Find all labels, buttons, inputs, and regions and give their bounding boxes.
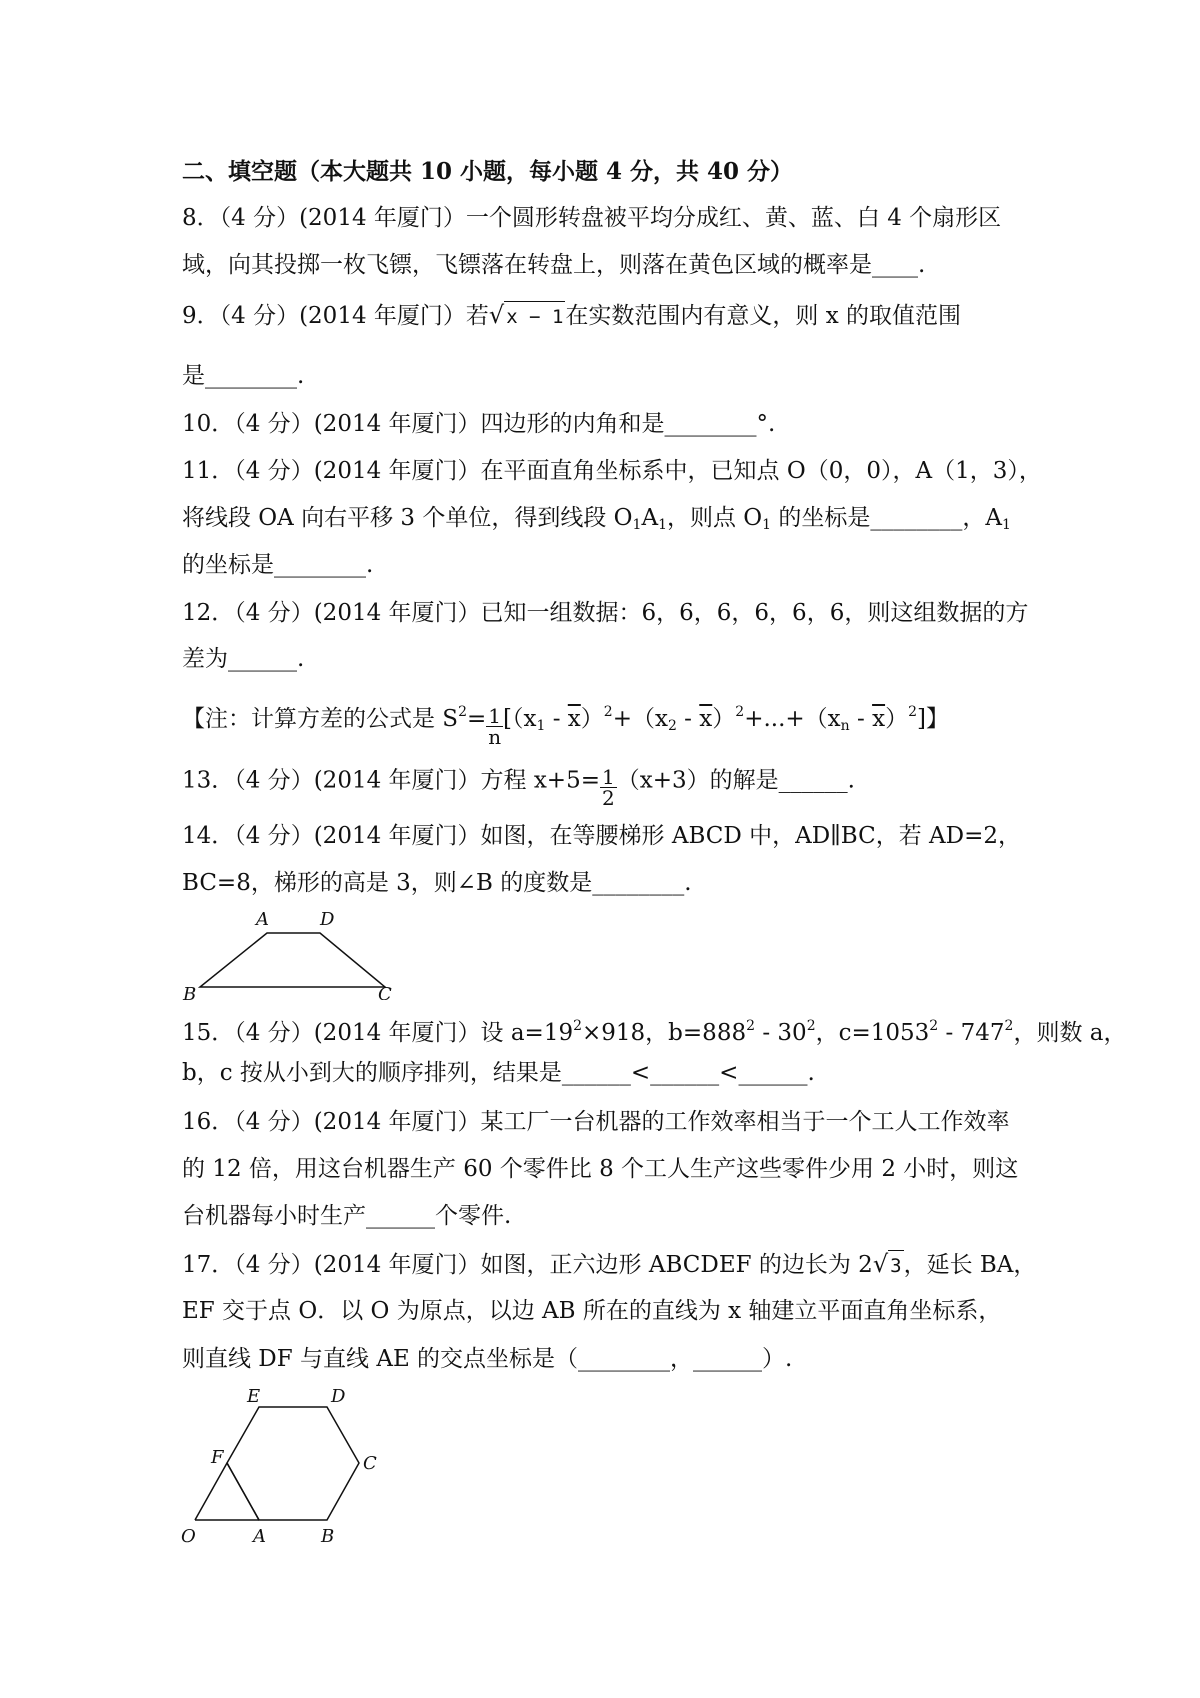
note-minus-3: - bbox=[849, 706, 873, 732]
q11-text-c: ，则点 O bbox=[666, 505, 763, 531]
note-xbar-3: $\overline{x}$ bbox=[872, 706, 886, 732]
note-xbar-2: $\overline{x}$ bbox=[699, 706, 713, 732]
q14-line-1: 14．（4 分）(2014 年厦门）如图，在等腰梯形 ABCD 中，AD∥BC，若 AD=2， bbox=[182, 823, 1021, 849]
q8-line-2: 域，向其投掷一枚飞镖，飞镖落在转盘上，则落在黄色区域的概率是____. bbox=[182, 252, 926, 278]
q9-radicand: x − 1 bbox=[504, 301, 565, 332]
q11-sub-2: 1 bbox=[658, 517, 667, 533]
q17-line-1 bbox=[182, 1249, 1036, 1281]
q15-line-1 bbox=[182, 1011, 1126, 1048]
q11-text-a: 将线段 OA 向右平移 3 个单位，得到线段 O bbox=[182, 505, 633, 531]
q16-line-1: 16．（4 分）(2014 年厦门）某工厂一台机器的工作效率相当于一个工人工作效率 bbox=[182, 1109, 1010, 1135]
q13-before: 13．（4 分）(2014 年厦门）方程 x+5= bbox=[182, 767, 600, 794]
trapezoid-figure bbox=[180, 905, 400, 1000]
label-D2: D bbox=[331, 1386, 346, 1407]
note-eq: = bbox=[467, 706, 487, 732]
note-sub-1: 1 bbox=[536, 718, 546, 734]
label-B: B bbox=[183, 984, 197, 1000]
q15-text-a: 15．（4 分）(2014 年厦门）设 a=19 bbox=[182, 1020, 574, 1046]
note-sup: 2 bbox=[458, 704, 467, 720]
q15-text-f: ，则数 a， bbox=[1013, 1020, 1127, 1046]
note-minus-2: - bbox=[676, 706, 700, 732]
note-sq-2: 2 bbox=[735, 704, 745, 720]
q15-text-d: ，c=1053 bbox=[815, 1020, 930, 1046]
note-text-e: +（x bbox=[612, 706, 668, 732]
q13-frac-num: 1 bbox=[602, 765, 615, 789]
frac-num: 1 bbox=[488, 703, 502, 728]
note-paren-2: ） bbox=[712, 706, 736, 732]
q15-text-c: - 30 bbox=[755, 1020, 807, 1046]
label-C: C bbox=[378, 984, 392, 1000]
label-O: O bbox=[181, 1526, 196, 1547]
q11-line-3: 的坐标是________. bbox=[182, 552, 374, 578]
label-A2: A bbox=[253, 1526, 266, 1547]
note-paren-3: ） bbox=[885, 706, 909, 732]
label-C2: C bbox=[363, 1453, 377, 1474]
q13-line-1 bbox=[182, 761, 855, 810]
q9-after: 在实数范围内有意义，则 x 的取值范围 bbox=[565, 303, 961, 329]
label-B2: B bbox=[321, 1526, 335, 1547]
q16-line-3: 台机器每小时生产______个零件. bbox=[182, 1203, 512, 1229]
q11-sub-1: 1 bbox=[632, 517, 642, 533]
q16-line-2: 的 12 倍，用这台机器生产 60 个零件比 8 个工人生产这些零件少用 2 小时，则这 bbox=[182, 1156, 1019, 1182]
q10-line-1: 10．（4 分）(2014 年厦门）四边形的内角和是________°. bbox=[182, 411, 776, 437]
q15-sup-2: 2 bbox=[746, 1018, 756, 1034]
label-F: F bbox=[211, 1447, 224, 1468]
q15-sup-1: 2 bbox=[573, 1018, 583, 1034]
label-A: A bbox=[256, 909, 269, 930]
label-E: E bbox=[247, 1386, 261, 1407]
hexagon-shape bbox=[227, 1407, 359, 1520]
section-title: 二、填空题（本大题共 10 小题，每小题 4 分，共 40 分） bbox=[182, 158, 794, 185]
note-sub-2: 2 bbox=[667, 718, 677, 734]
q11-sub-3: 1 bbox=[762, 517, 772, 533]
note-fraction bbox=[486, 703, 503, 749]
sqrt-sign-icon: √ bbox=[488, 301, 505, 329]
note-xbar-1: $\overline{x}$ bbox=[567, 706, 581, 732]
note-minus-1: - bbox=[545, 706, 568, 732]
q13-fraction bbox=[600, 767, 617, 808]
q15-line-2: b，c 按从小到大的顺序排列，结果是______<______<______. bbox=[182, 1060, 815, 1086]
q9-line-2: 是________. bbox=[182, 363, 305, 389]
q12-line-1: 12．（4 分）(2014 年厦门）已知一组数据：6，6，6，6，6，6，则这组数据的方 bbox=[182, 600, 1029, 626]
q15-sup-3: 2 bbox=[806, 1018, 816, 1034]
note-paren-1: ） bbox=[580, 706, 604, 732]
extension-EF bbox=[195, 1463, 227, 1520]
note-sq-3: 2 bbox=[908, 704, 917, 720]
q11-line-1: 11．（4 分）(2014 年厦门）在平面直角坐标系中，已知点 O（0，0），A（1，3）， bbox=[182, 458, 1042, 484]
q17-radicand: 3 bbox=[888, 1250, 903, 1281]
label-D: D bbox=[320, 909, 335, 930]
q15-text-b: ×918，b=888 bbox=[582, 1020, 747, 1046]
frac-den: n bbox=[488, 724, 502, 749]
q12-line-2: 差为______. bbox=[182, 646, 305, 672]
q11-sub-4: 1 bbox=[1002, 517, 1011, 533]
note-text-b: [（x bbox=[503, 706, 537, 732]
q13-after: （x+3）的解是______. bbox=[616, 767, 855, 794]
q11-line-2 bbox=[182, 503, 1011, 540]
note-sub-n: n bbox=[840, 718, 850, 734]
q9-line-1 bbox=[182, 300, 961, 332]
q17-text-b: ，延长 BA， bbox=[903, 1252, 1037, 1278]
q14-line-2: BC=8，梯形的高是 3，则∠B 的度数是________. bbox=[182, 870, 692, 896]
q15-sup-4: 2 bbox=[929, 1018, 939, 1034]
q11-text-b: A bbox=[641, 505, 659, 531]
q8-line-1: 8．（4 分）(2014 年厦门）一个圆形转盘被平均分成红、黄、蓝、白 4 个扇形区 bbox=[182, 205, 1002, 231]
hexagon-figure bbox=[175, 1385, 390, 1550]
q12-note bbox=[182, 697, 949, 749]
trapezoid-shape bbox=[200, 933, 385, 987]
note-text-f: +...+（x bbox=[744, 706, 841, 732]
q17-line-2: EF 交于点 O．以 O 为原点，以边 AB 所在的直线为 x 轴建立平面直角坐标系， bbox=[182, 1298, 1002, 1324]
note-end: ]】 bbox=[916, 706, 949, 732]
q13-frac-den: 2 bbox=[602, 786, 615, 810]
q17-line-3: 则直线 DF 与直线 AE 的交点坐标是（________，______）. bbox=[182, 1346, 793, 1372]
q15-text-e: - 747 bbox=[938, 1020, 1005, 1046]
note-text-a: 【注：计算方差的公式是 S bbox=[182, 706, 459, 732]
q11-text-d: 的坐标是________，A bbox=[771, 505, 1002, 531]
q9-before: 9．（4 分）(2014 年厦门）若 bbox=[182, 303, 489, 329]
q15-sup-5: 2 bbox=[1004, 1018, 1014, 1034]
q17-text-a: 17．（4 分）(2014 年厦门）如图，正六边形 ABCDEF 的边长为 2 bbox=[182, 1252, 873, 1278]
sqrt-sign-icon-2: √ bbox=[872, 1250, 889, 1278]
note-sq-1: 2 bbox=[603, 704, 613, 720]
segment-FA bbox=[227, 1463, 259, 1520]
